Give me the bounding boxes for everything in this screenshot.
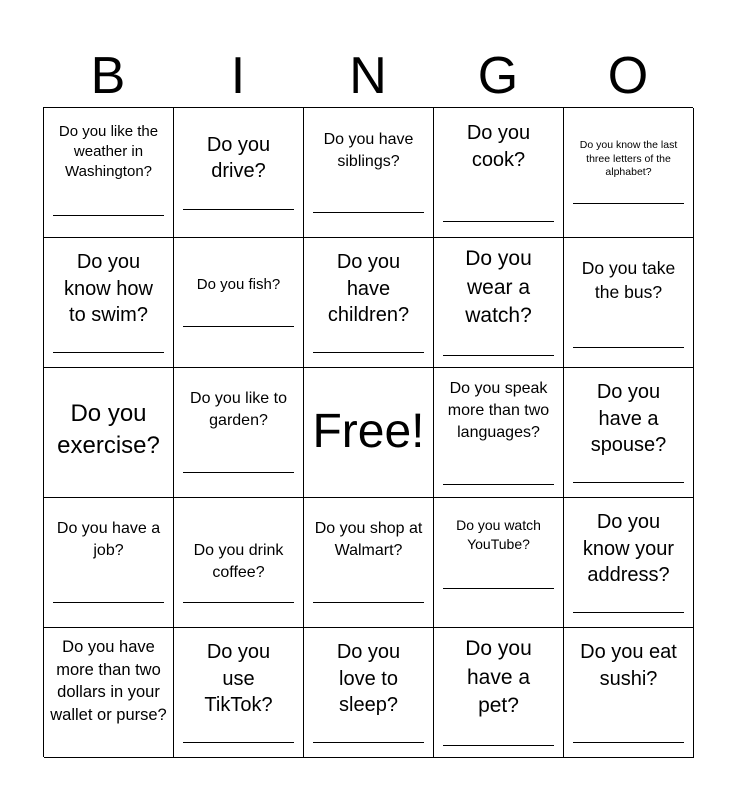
bingo-cell-i1[interactable] [174, 108, 304, 238]
bingo-cell-b2[interactable] [44, 238, 174, 368]
answer-line [53, 352, 164, 353]
bingo-cell-o5[interactable] [564, 628, 694, 758]
bingo-cell-n2[interactable] [304, 238, 434, 368]
bingo-cell-o3[interactable] [564, 368, 694, 498]
cell-question: Do you use TikTok? [204, 641, 273, 716]
answer-line [573, 742, 684, 743]
bingo-cell-i3[interactable] [174, 368, 304, 498]
header-letter-i: I [230, 47, 246, 105]
bingo-cell-i2[interactable] [174, 238, 304, 368]
bingo-cell-g1[interactable] [434, 108, 564, 238]
cell-question: Do you have a job? [56, 520, 161, 559]
bingo-cell-n5[interactable] [304, 628, 434, 758]
answer-line [443, 484, 554, 485]
header-letter-b: B [90, 47, 126, 105]
cell-question: Do you know how to swim? [64, 251, 153, 326]
cell-question: Do you have children? [327, 251, 410, 326]
cell-question: Do you wear a watch? [465, 247, 532, 327]
answer-line [183, 742, 294, 743]
bingo-cell-i5[interactable] [174, 628, 304, 758]
cell-question: Do you eat sushi? [580, 641, 677, 690]
bingo-cell-o2[interactable] [564, 238, 694, 368]
cell-question: Do you have a spouse? [590, 381, 667, 456]
cell-question: Do you cook? [466, 122, 531, 171]
header-letter-n: N [349, 47, 387, 105]
answer-line [183, 602, 294, 603]
bingo-cell-b4[interactable] [44, 498, 174, 628]
bingo-header [43, 44, 693, 108]
answer-line [313, 352, 424, 353]
answer-line [313, 212, 424, 213]
cell-question: Do you speak more than two languages? [447, 380, 550, 441]
bingo-cell-o4[interactable] [564, 498, 694, 628]
free-space[interactable] [304, 368, 434, 498]
cell-question: Do you love to sleep? [336, 641, 401, 716]
free-space-label: Free! [312, 405, 425, 458]
answer-line [573, 203, 684, 204]
bingo-cell-o1[interactable] [564, 108, 694, 238]
cell-question: Do you drive? [206, 134, 271, 182]
bingo-cell-g4[interactable] [434, 498, 564, 628]
cell-question: Do you watch YouTube? [456, 517, 541, 552]
answer-line [573, 347, 684, 348]
answer-line [183, 472, 294, 473]
bingo-cell-b3[interactable] [44, 368, 174, 498]
bingo-cell-g5[interactable] [434, 628, 564, 758]
cell-question: Do you like to garden? [190, 390, 287, 429]
bingo-cell-g2[interactable] [434, 238, 564, 368]
cell-question: Do you drink coffee? [193, 542, 284, 581]
cell-question: Do you know the last three letters of the alphabet? [579, 139, 678, 178]
cell-question: Do you fish? [196, 276, 281, 293]
bingo-cell-n1[interactable] [304, 108, 434, 238]
answer-line [573, 612, 684, 613]
answer-line [183, 209, 294, 210]
bingo-cell-g3[interactable] [434, 368, 564, 498]
header-letter-o: O [607, 47, 649, 105]
cell-question: Do you exercise? [57, 400, 160, 459]
cell-question: Do you have a pet? [465, 637, 532, 717]
bingo-cell-i4[interactable] [174, 498, 304, 628]
cell-question: Do you shop at Walmart? [314, 520, 423, 559]
answer-line [443, 745, 554, 746]
answer-line [53, 215, 164, 216]
cell-question: Do you have siblings? [323, 131, 414, 170]
answer-line [573, 482, 684, 483]
answer-line [313, 742, 424, 743]
answer-line [183, 326, 294, 327]
cell-question: Do you have more than two dollars in your wallet or purse? [50, 638, 167, 725]
header-letter-g: G [477, 47, 519, 105]
bingo-card [43, 107, 693, 757]
cell-question: Do you like the weather in Washington? [58, 123, 159, 180]
answer-line [443, 588, 554, 589]
answer-line [53, 602, 164, 603]
bingo-cell-b1[interactable] [44, 108, 174, 238]
bingo-cell-n4[interactable] [304, 498, 434, 628]
cell-question: Do you take the bus? [581, 258, 676, 302]
cell-question: Do you know your address? [582, 511, 675, 586]
answer-line [443, 221, 554, 222]
bingo-cell-b5[interactable] [44, 628, 174, 758]
answer-line [443, 355, 554, 356]
answer-line [313, 602, 424, 603]
